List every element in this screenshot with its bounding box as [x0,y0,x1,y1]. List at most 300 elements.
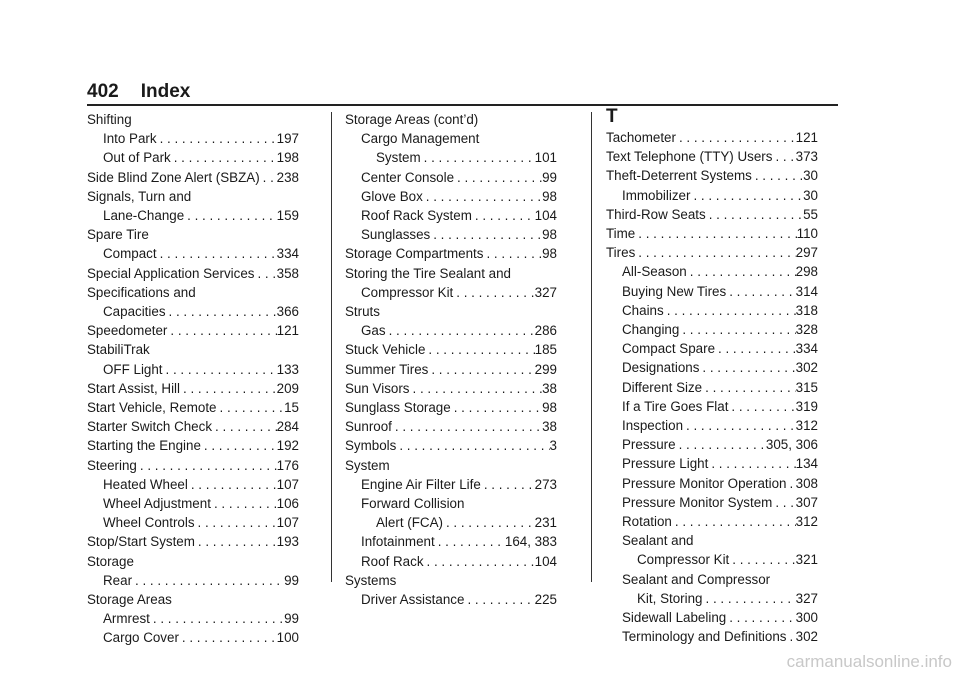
dot-leader [254,264,276,283]
index-entry[interactable] [87,129,299,148]
index-heading [345,110,557,129]
entry-text: Center Console [361,169,455,185]
dot-leader [410,379,543,398]
page-ref[interactable]: 159 [276,208,299,224]
page-ref[interactable]: 318 [795,302,818,318]
entry-text: Compressor Kit [361,284,454,300]
page-ref[interactable]: 98 [542,188,557,204]
index-entry[interactable] [606,493,818,512]
dot-leader [472,206,535,225]
dot-leader [137,456,277,475]
section-title: Index [140,81,191,102]
column-divider [591,112,592,582]
dot-leader [676,435,766,454]
dot-leader [396,436,549,455]
index-entry[interactable] [345,417,557,436]
dot-leader [728,397,795,416]
entry-text: Start Assist, Hill [87,380,181,396]
page-ref[interactable]: 38 [542,419,557,435]
entry-text: Capacities [103,304,166,320]
dot-leader [188,475,277,494]
entry-text: Immobilizer [622,187,691,203]
index-entry[interactable] [606,320,818,339]
index-heading [345,129,557,148]
dot-leader [392,417,542,436]
index-heading [606,531,818,550]
page-ref[interactable]: 30 [803,187,818,203]
dot-leader [752,166,803,185]
index-heading [345,264,557,283]
index-entry[interactable] [87,148,299,167]
index-entry[interactable] [606,416,818,435]
section-letter: T [606,106,618,127]
dot-leader [211,494,277,513]
index-entry[interactable] [606,608,818,627]
dot-leader [201,436,277,455]
page-ref[interactable]: 99 [542,169,557,185]
index-entry[interactable] [87,244,299,263]
index-entry[interactable] [345,283,557,302]
index-entry[interactable] [87,264,299,283]
page-ref[interactable]: 315 [795,379,818,395]
dot-leader [260,168,277,187]
dot-leader [150,609,284,628]
dot-leader [787,627,796,646]
dot-leader [212,417,277,436]
entry-text: Theft-Deterrent Systems [606,168,752,184]
dot-leader [163,360,277,379]
page-number: 402 [87,81,119,102]
page-ref[interactable]: 193 [276,534,299,550]
page-ref[interactable]: 176 [276,457,299,473]
dot-leader [664,301,796,320]
index-entry[interactable] [606,243,818,262]
dot-leader [425,340,534,359]
index-entry[interactable] [606,378,818,397]
entry-text: Terminology and Definitions [622,629,787,645]
dot-leader [683,416,796,435]
page-ref[interactable]: 100 [276,630,299,646]
dot-leader [703,589,796,608]
page-ref[interactable]: 107 [276,515,299,531]
index-entry[interactable] [345,532,557,551]
page-ref[interactable]: 110 [796,226,818,242]
dot-leader [184,206,277,225]
page-ref[interactable]: 104 [534,208,557,224]
index-heading [87,552,299,571]
index-entry[interactable] [606,512,818,531]
entry-text: System [345,457,390,473]
dot-leader [690,186,803,205]
index-entry[interactable] [345,436,557,455]
entry-text: Struts [345,304,380,320]
index-entry[interactable] [606,205,818,224]
index-entry[interactable] [606,550,818,569]
page-ref[interactable]: 101 [534,150,557,166]
entry-text: StabiliTrak [87,342,150,358]
dot-leader [386,321,535,340]
index-entry[interactable] [345,321,557,340]
index-entry[interactable] [87,321,299,340]
entry-text: Stuck Vehicle [345,342,426,358]
entry-text: Changing [622,322,680,338]
dot-leader [483,244,542,263]
dot-leader [195,513,277,532]
entry-text: Heated Wheel [103,476,188,492]
index-entry[interactable] [87,475,299,494]
dot-leader [451,398,542,417]
entry-text: Specifications and [87,284,196,300]
entry-text: Time [606,226,636,242]
index-entry[interactable] [606,147,818,166]
entry-text: Storage Areas [87,592,172,608]
entry-text: Pressure [622,437,676,453]
page-ref[interactable]: 358 [276,265,299,281]
index-entry[interactable] [345,225,557,244]
page-ref[interactable]: 334 [795,341,818,357]
index-entry[interactable] [606,301,818,320]
entry-text: Sealant and [622,533,694,549]
dot-leader [179,628,277,647]
index-column-2 [345,110,557,609]
entry-text: Designations [622,360,700,376]
entry-text: Different Size [622,379,703,395]
page-ref[interactable]: 321 [795,552,818,568]
page-ref[interactable]: 15 [284,400,299,416]
entry-text: Starter Switch Check [87,419,213,435]
dot-leader [428,360,534,379]
page-ref[interactable]: 231 [534,515,557,531]
dot-leader [699,358,795,377]
index-entry[interactable] [87,379,299,398]
index-entry[interactable] [87,436,299,455]
entry-text: Starting the Engine [87,438,201,454]
page-ref[interactable]: 55 [803,206,818,222]
entry-text: Driver Assistance [361,592,465,608]
entry-text: OFF Light [103,361,163,377]
watermark: carmanualsonline.info [786,652,952,671]
index-heading [87,110,299,129]
page-ref[interactable]: 307 [795,494,818,510]
page-ref[interactable]: 99 [284,611,299,627]
page-ref[interactable]: 308 [795,475,818,491]
index-entry[interactable] [606,474,818,493]
dot-leader [786,474,795,493]
entry-text: Sun Visors [345,380,410,396]
entry-text: Rear [103,572,133,588]
page-ref[interactable]: 30 [803,168,818,184]
page-ref[interactable]: 300 [795,610,818,626]
index-entry[interactable] [606,224,818,243]
entry-text: Tachometer [606,130,676,145]
entry-text: Sunglass Storage [345,400,451,416]
dot-leader [443,513,535,532]
page-ref[interactable]: 121 [276,323,299,339]
index-heading [87,187,299,206]
page-header [87,81,190,103]
entry-text: Lane-Change [103,208,185,224]
page-ref[interactable]: 164, 383 [504,534,557,550]
page-ref[interactable]: 302 [795,360,818,376]
page-ref[interactable]: 225 [534,592,557,608]
index-entry[interactable] [345,360,557,379]
dot-leader [726,282,795,301]
entry-text: All-Season [622,264,687,280]
entry-text: Special Application Services [87,265,255,281]
entry-text: If a Tire Goes Flat [622,398,729,414]
page-ref[interactable]: 98 [542,400,557,416]
page-ref[interactable]: 3 [549,438,557,454]
page-ref[interactable]: 107 [276,476,299,492]
dot-leader [729,550,795,569]
entry-text: Storage Areas (cont’d) [345,112,479,127]
index-entry[interactable] [87,532,299,551]
entry-text: Speedometer [87,323,168,339]
index-entry[interactable] [345,552,557,571]
dot-leader [687,262,796,281]
page-ref[interactable]: 134 [795,456,818,472]
dot-leader [453,283,534,302]
entry-text: Sunglasses [361,227,431,243]
entry-text: Sealant and Compressor [622,571,771,587]
entry-text: Symbols [345,438,397,454]
entry-text: Tires [606,245,636,261]
page-ref[interactable]: 209 [276,380,299,396]
dot-leader [481,475,535,494]
index-entry[interactable] [345,244,557,263]
dot-leader [424,552,535,571]
dot-leader [217,398,285,417]
entry-text: Buying New Tires [622,283,727,299]
dot-leader [180,379,277,398]
dot-leader [195,532,277,551]
index-heading [87,283,299,302]
index-entry[interactable] [345,187,557,206]
page-ref[interactable]: 273 [534,476,557,492]
entry-text: Pressure Monitor System [622,494,773,510]
entry-text: Storage [87,553,134,569]
entry-text: Inspection [622,418,684,434]
dot-leader [435,532,505,551]
index-heading [87,340,299,359]
index-entry[interactable] [87,609,299,628]
index-entry[interactable] [87,398,299,417]
index-heading [345,494,557,513]
dot-leader [708,454,795,473]
page-ref[interactable]: 319 [795,398,818,414]
index-heading [345,571,557,590]
index-column-1 [87,110,299,648]
entry-text: Third-Row Seats [606,206,706,222]
page-ref[interactable]: 198 [276,150,299,166]
dot-leader [421,148,535,167]
dot-leader [635,243,795,262]
page-ref[interactable]: 238 [276,169,299,185]
dot-leader [166,302,277,321]
entry-text: Compact Spare [622,341,716,357]
page-ref[interactable]: 299 [534,361,557,377]
entry-text: Text Telephone (TTY) Users [606,149,773,165]
page-ref[interactable]: 133 [276,361,299,377]
entry-text: Pressure Monitor Operation [622,475,787,491]
index-entry[interactable] [87,417,299,436]
page-ref[interactable]: 104 [534,553,557,569]
index-entry[interactable] [87,360,299,379]
index-entry[interactable] [606,282,818,301]
index-entry[interactable] [87,168,299,187]
index-entry[interactable] [606,435,818,454]
index-entry[interactable] [87,302,299,321]
dot-leader [679,320,795,339]
entry-text: Compact [103,246,157,262]
entry-text: Stop/Start System [87,534,195,550]
page-ref[interactable]: 312 [795,514,818,530]
dot-leader [132,571,284,590]
dot-leader [706,205,803,224]
entry-text: Compressor Kit [637,552,730,568]
page-ref[interactable]: 305, 306 [765,437,818,453]
page-ref[interactable]: 192 [276,438,299,454]
column-divider [331,112,332,582]
index-heading [345,456,557,475]
index-entry[interactable] [345,513,557,532]
index-entry[interactable] [606,358,818,377]
entry-text: Summer Tires [345,361,429,377]
entry-text: Out of Park [103,150,171,166]
index-entry[interactable] [606,339,818,358]
entry-text: Systems [345,572,397,588]
dot-leader [715,339,796,358]
entry-text: Infotainment [361,534,435,550]
dot-leader [171,148,277,167]
page-ref[interactable]: 373 [795,149,818,165]
entry-text: Into Park [103,131,157,147]
index-heading [606,570,818,589]
entry-text: Chains [622,302,664,318]
entry-text: Pressure Light [622,456,709,472]
entry-text: Engine Air Filter Life [361,476,481,492]
page-ref[interactable]: 366 [276,304,299,320]
index-heading [87,590,299,609]
dot-leader [672,512,796,531]
entry-text: Alert (FCA) [376,515,443,531]
entry-text: Wheel Adjustment [103,496,211,512]
entry-text: Side Blind Zone Alert (SBZA) [87,169,260,185]
index-entry[interactable] [606,166,818,185]
dot-leader [423,187,542,206]
page-ref[interactable]: 298 [795,264,818,280]
entry-text: Forward Collision [361,496,465,512]
page-ref[interactable]: 327 [534,284,557,300]
entry-text: Roof Rack System [361,208,472,224]
index-entry[interactable] [606,397,818,416]
dot-leader [430,225,542,244]
dot-leader [464,590,534,609]
index-entry[interactable] [345,398,557,417]
entry-text: Sunroof [345,419,392,435]
index-entry[interactable] [606,454,818,473]
dot-leader [157,244,277,263]
dot-leader [454,168,542,187]
page-ref[interactable]: 98 [542,227,557,243]
page-ref[interactable]: 314 [795,283,818,299]
entry-text: Wheel Controls [103,515,195,531]
index-entry[interactable] [345,590,557,609]
index-entry[interactable] [345,379,557,398]
page-ref[interactable]: 328 [795,322,818,338]
entry-text: Kit, Storing [637,590,703,606]
entry-text: Start Vehicle, Remote [87,400,217,416]
index-entry[interactable] [606,262,818,281]
entry-text: Cargo Management [361,131,480,147]
index-entry[interactable] [87,456,299,475]
page-ref[interactable]: 327 [795,590,818,606]
page-ref[interactable]: 297 [795,245,818,261]
entry-text: Gas [361,323,386,339]
entry-text: Storage Compartments [345,246,484,262]
index-entry[interactable] [87,571,299,590]
entry-text: Spare Tire [87,227,149,243]
page-ref[interactable]: 284 [276,419,299,435]
entry-text: Steering [87,457,137,473]
index-entry[interactable] [606,128,818,147]
page-ref[interactable]: 99 [284,572,299,588]
index-entry[interactable] [87,206,299,225]
index-heading [87,225,299,244]
index-entry[interactable] [87,494,299,513]
entry-text: Shifting [87,112,132,127]
page-ref[interactable]: 334 [276,246,299,262]
index-entry[interactable] [345,148,557,167]
page-ref[interactable]: 106 [276,496,299,512]
dot-leader [676,128,796,147]
dot-leader [635,224,796,243]
entry-text: Storing the Tire Sealant and [345,265,512,281]
index-heading [345,302,557,321]
entry-text: Roof Rack [361,553,424,569]
index-entry[interactable] [606,627,818,646]
page-ref[interactable]: 98 [542,246,557,262]
entry-text: Cargo Cover [103,630,179,646]
page-ref[interactable]: 286 [534,323,557,339]
dot-leader [702,378,796,397]
index-entry[interactable] [345,340,557,359]
page-ref[interactable]: 312 [795,418,818,434]
page-ref[interactable]: 185 [534,342,557,358]
entry-text: Glove Box [361,188,423,204]
index-entry[interactable] [87,513,299,532]
dot-leader [772,493,795,512]
index-entry[interactable] [606,589,818,608]
index-column-3 [606,106,818,646]
entry-text: Rotation [622,514,672,530]
index-entry[interactable] [345,475,557,494]
index-entry[interactable] [345,168,557,187]
entry-text: Sidewall Labeling [622,610,727,626]
entry-text: System [376,150,421,166]
index-entry[interactable] [606,186,818,205]
page-ref[interactable]: 302 [795,629,818,645]
page-ref[interactable]: 197 [276,131,299,147]
index-entry[interactable] [345,206,557,225]
page-ref[interactable]: 121 [795,130,818,145]
dot-leader [772,147,795,166]
entry-text: Armrest [103,611,150,627]
page-ref[interactable]: 38 [542,380,557,396]
dot-leader [167,321,276,340]
index-entry[interactable] [87,628,299,647]
dot-leader [726,608,795,627]
